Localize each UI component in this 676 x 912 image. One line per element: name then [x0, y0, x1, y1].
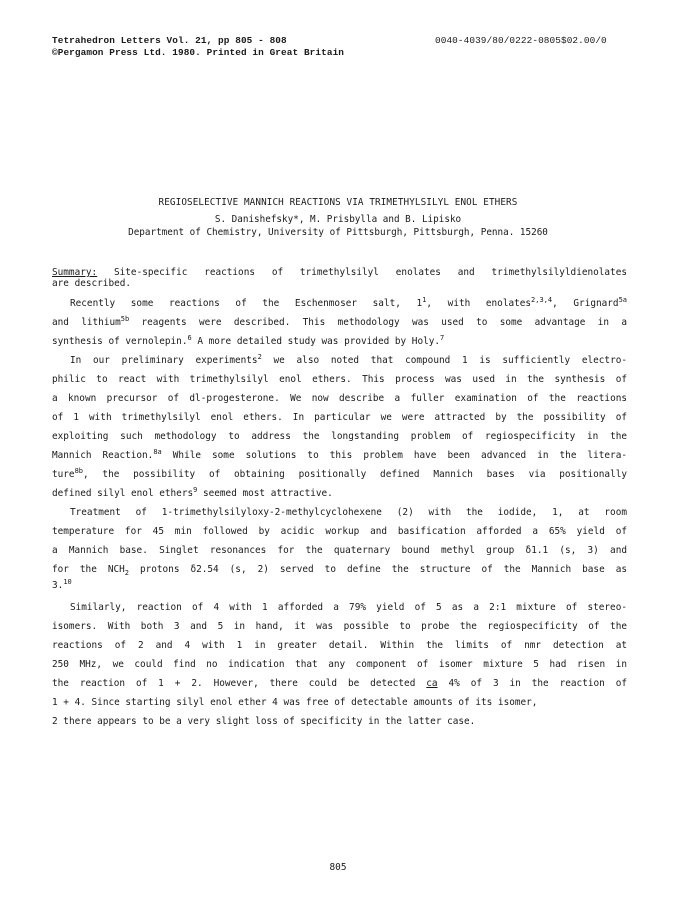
paragraph-line: 3.10: [52, 577, 72, 591]
paper-title: REGIOSELECTIVE MANNICH REACTIONS VIA TRIMETHYLSILYL ENOL ETHERS: [158, 197, 518, 208]
paragraph-line: temperature for 45 min followed by acidic workup and basification afforded a 65% yield of: [52, 526, 627, 537]
compound-number: 1: [416, 298, 423, 309]
paragraph-line: and lithium$^{5b}$ reagents were described. This methodology was used to some advantage in a: [52, 314, 627, 328]
compound-number: 4: [213, 602, 220, 613]
compound-number: 1: [158, 678, 164, 689]
paragraph-line: a Mannich base. Singlet resonances for the quaternary bound methyl group δ1.1 (s, 3) and: [52, 545, 627, 556]
paragraph-line: Treatment of 1-trimethylsilyloxy-2-methylcyclohexene (2) with the iodide, 1, at room: [70, 507, 627, 518]
author-list: S. Danishefsky*, M. Prisbylla and B. Lipisko: [214, 214, 462, 225]
compound-number: 5: [533, 659, 539, 670]
paragraph-line: Similarly, reaction of 4 with 1 afforded a 79% yield of 5 as a 2:1 mixture of stereo-: [70, 602, 627, 613]
paragraph-line: 2 there appears to be a very slight loss of specificity in the latter case.: [52, 716, 476, 727]
compound-number: 4: [184, 640, 191, 651]
paragraph-line: 1 + 4. Since starting silyl enol ether 4 was free of detectable amounts of its isomer,: [52, 697, 538, 708]
compound-number: 5: [217, 621, 224, 632]
paragraph-line: exploiting such methodology to address the longstanding problem of regiospecificity in the: [52, 431, 627, 442]
article-code: 0040-4039/80/0222-0805$02.00/0: [435, 35, 607, 46]
compound-number: 1: [461, 355, 468, 366]
paragraph-line: reactions of 2 and 4 with 1 in greater detail. Within the limits of nmr detection at: [52, 640, 627, 651]
paragraph-line: defined silyl enol ethers$^9$ seemed most attractive.: [52, 485, 333, 499]
copyright-line: ©Pergamon Press Ltd. 1980. Printed in Great Britain: [52, 47, 345, 58]
compound-number: 1: [52, 697, 58, 708]
paragraph-line: ture$^{8b}$, the possibility of obtaining positionally defined Mannich bases via positionally: [52, 466, 627, 480]
paragraph-line: a known precursor of dl-progesterone. We now describe a fuller examination of the reactions: [52, 393, 627, 404]
paragraph-line: philic to react with trimethylsilyl enol ethers. This process was used in the synthesis of: [52, 374, 627, 385]
page-number: 805: [329, 862, 347, 873]
compound-number: 3: [492, 678, 499, 689]
compound-number: 2: [137, 640, 144, 651]
compound-number: 5: [436, 602, 442, 613]
compound-number: 1: [552, 507, 558, 518]
paragraph-line: isomers. With both 3 and 5 in hand, it was possible to probe the regiospecificity of the: [52, 621, 627, 632]
compound-number: 1: [236, 640, 243, 651]
affiliation: Department of Chemistry, University of Pittsburgh, Pittsburgh, Penna. 15260: [128, 227, 548, 238]
journal-citation: Tetrahedron Letters Vol. 21, pp 805 - 808: [52, 35, 287, 46]
compound-number: 2: [191, 678, 197, 689]
paragraph-line: Recently some reactions of the Eschenmoser salt, $1^1$, with enolates$^{2,3,4}$, Grignard$^{5a}$: [70, 295, 627, 309]
paragraph-line: In our preliminary experiments$^2$ we also noted that compound 1 is sufficiently electro-: [70, 352, 627, 366]
paragraph-line: Mannich Reaction.$^{8a}$ While some solutions to this problem have been advanced in the litera-: [52, 447, 627, 461]
compound-number: 4: [74, 697, 81, 708]
paragraph-line: the reaction of 1 + 2. However, there could be detected ca 4% of 3 in the reaction of: [52, 678, 627, 689]
compound-number: 4: [272, 697, 278, 708]
circa-abbrev: ca: [426, 678, 438, 689]
compound-number: 2: [52, 716, 58, 727]
summary-line: Summary: Site-specific reactions of trimethylsilyl enolates and trimethylsilyldienolates: [52, 267, 627, 278]
paragraph-line: 250 MHz, we could find no indication that any component of isomer mixture 5 had risen in: [52, 659, 627, 670]
compound-number: 3: [52, 580, 58, 591]
compound-number: 2: [402, 507, 409, 518]
paragraph-line: for the $NCH_2$ protons δ2.54 (s, 2) served to define the structure of the Mannich base as: [52, 564, 627, 577]
compound-number: 1: [262, 602, 268, 613]
paragraph-line: synthesis of vernolepin.$^6$ A more detailed study was provided by Holy.$^7$: [52, 333, 445, 347]
summary-label: Summary:: [52, 267, 98, 278]
summary-line: are described.: [52, 278, 132, 289]
paragraph-line: of 1 with trimethylsilyl enol ethers. In particular we were attracted by the possibility of: [52, 412, 627, 423]
compound-number: 1: [73, 412, 79, 423]
compound-number: 3: [173, 621, 180, 632]
